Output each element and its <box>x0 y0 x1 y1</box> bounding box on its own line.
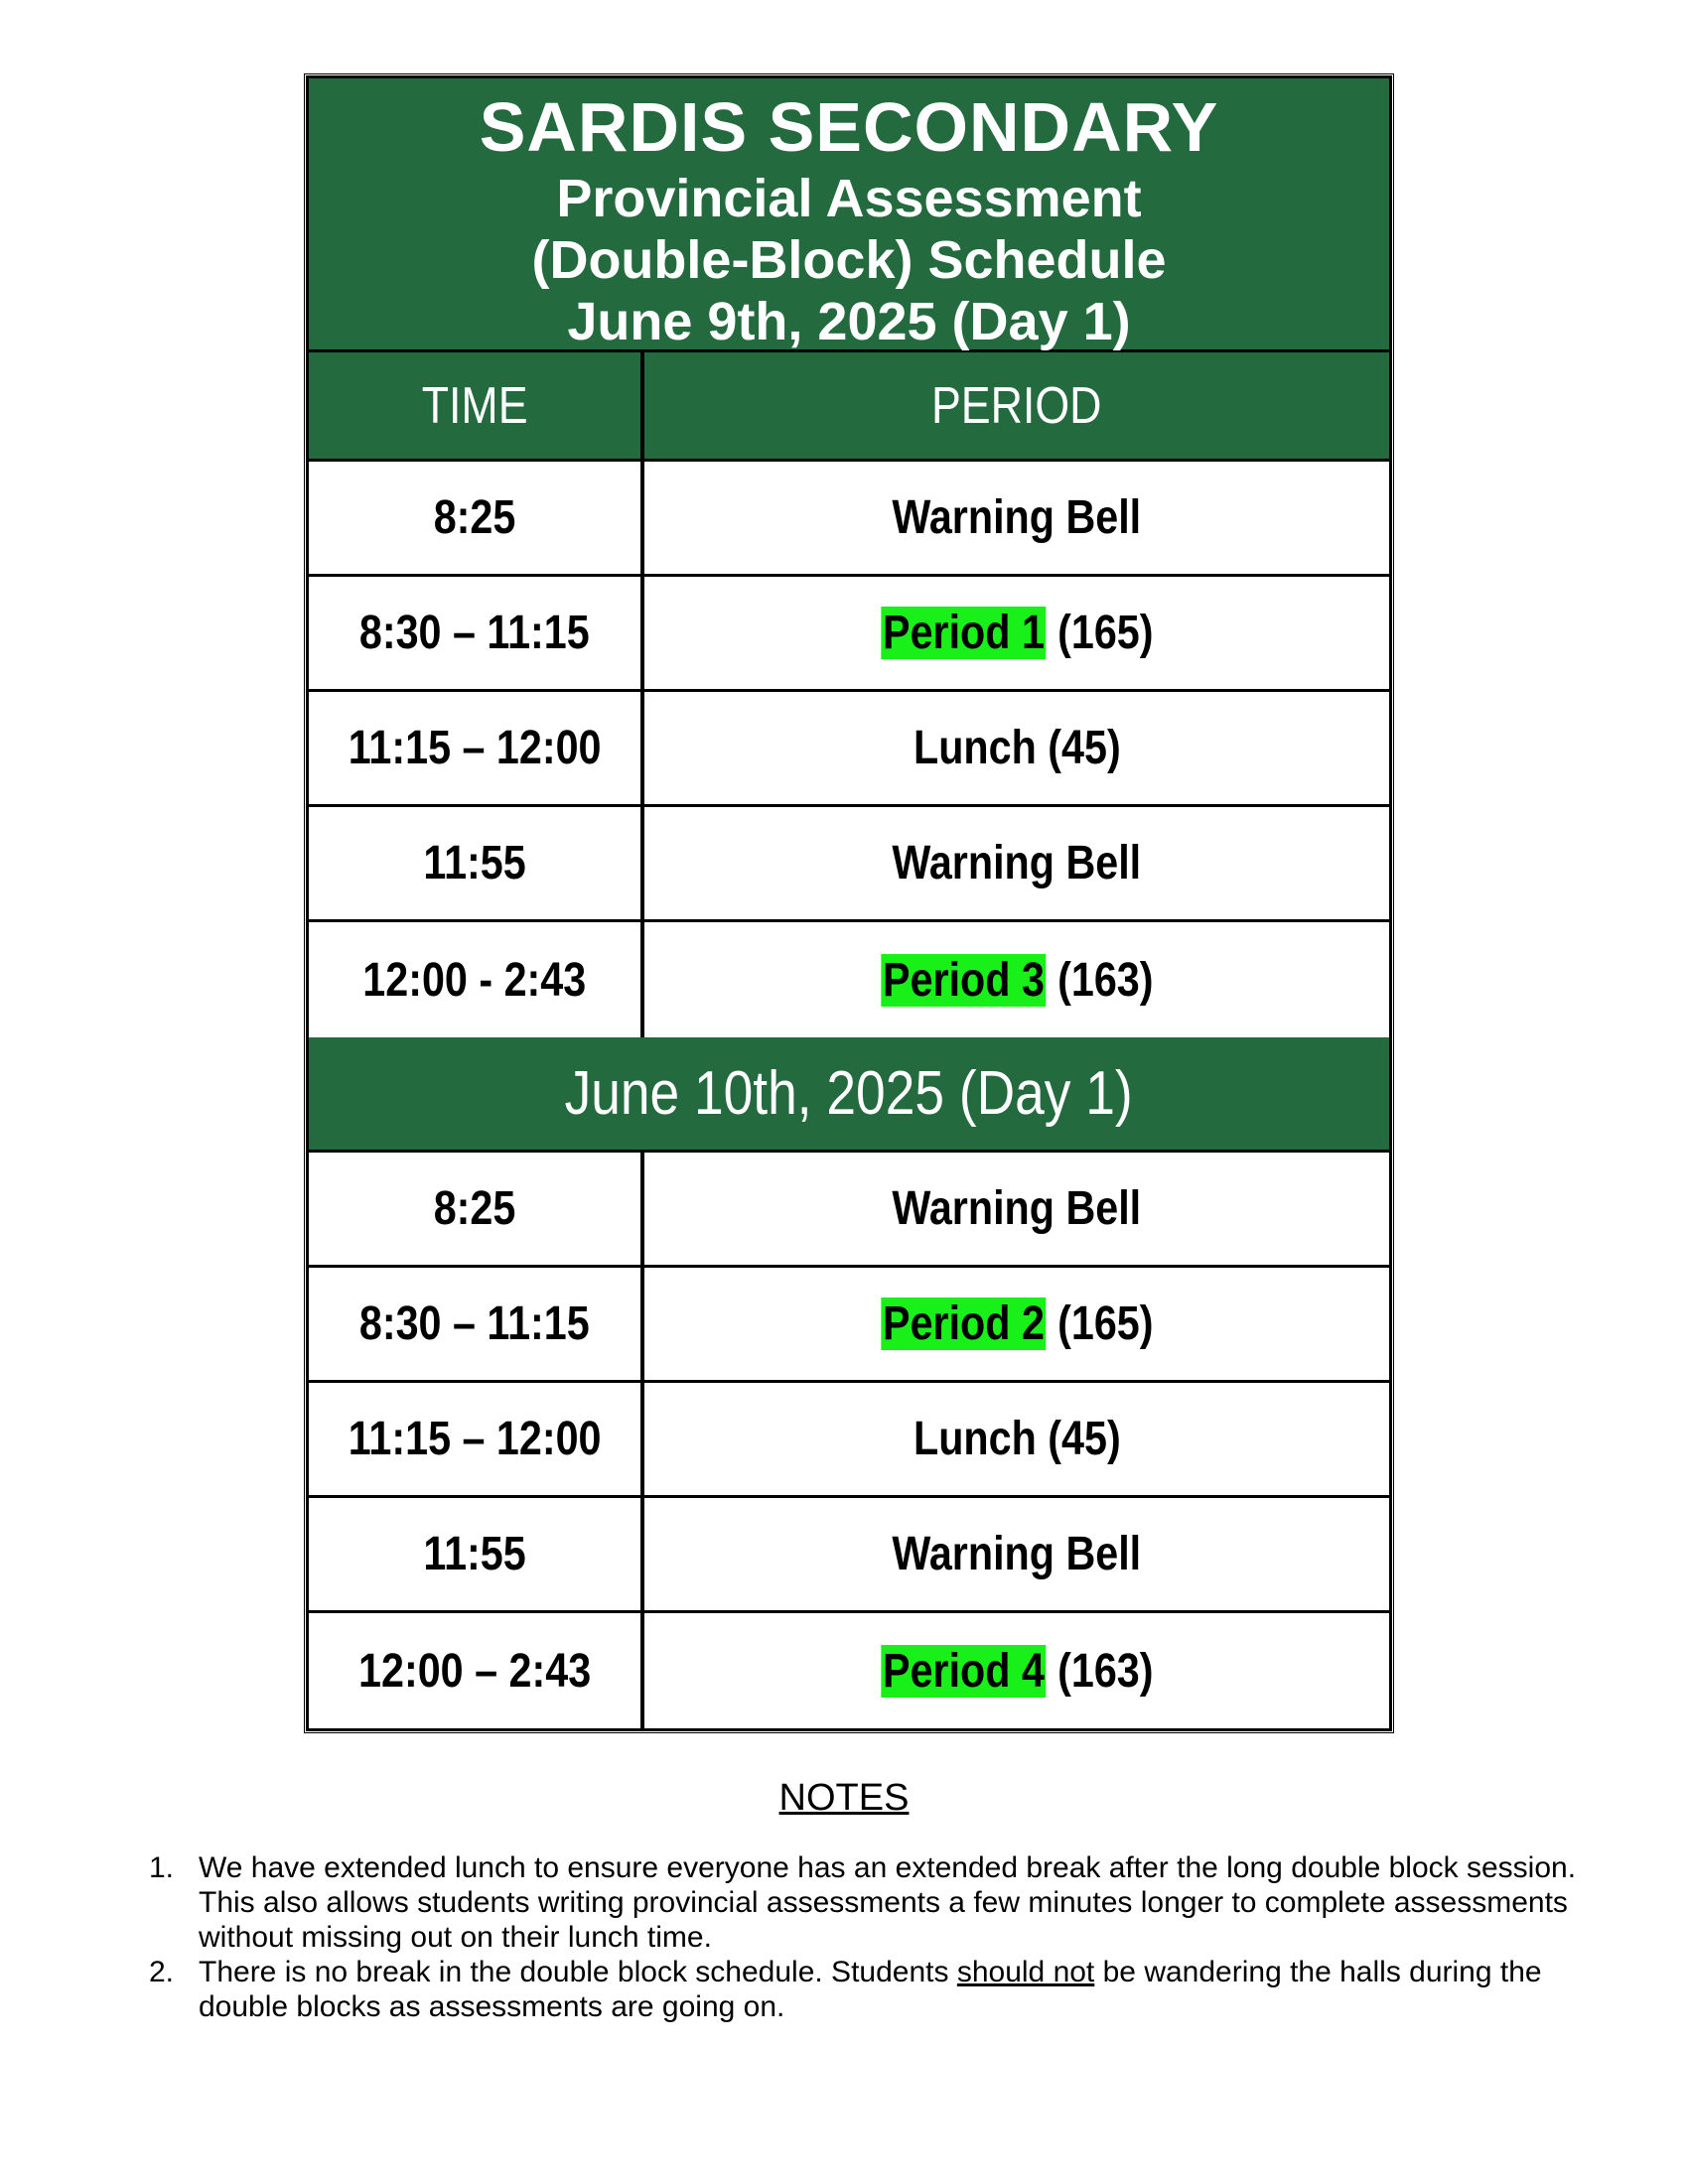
period-cell <box>644 462 1389 574</box>
note-item-2 <box>149 1955 1579 2024</box>
period-minutes: (163) <box>1046 953 1154 1007</box>
day1-row <box>309 577 1389 692</box>
day2-row <box>309 1153 1389 1268</box>
time-value: 11:15 – 12:00 <box>348 1413 602 1465</box>
time-cell <box>309 922 644 1037</box>
schedule-table <box>306 75 1392 1731</box>
school-name: SARDIS SECONDARY <box>479 88 1219 166</box>
time-cell <box>309 807 644 919</box>
note-item-1 <box>149 1850 1579 1955</box>
time-value: 11:15 – 12:00 <box>348 722 602 774</box>
period-value: Warning Bell <box>892 1528 1142 1580</box>
time-cell <box>309 1613 644 1728</box>
period-cell <box>644 1498 1389 1610</box>
note-number: 1. <box>149 1851 175 1884</box>
day1-row <box>309 922 1389 1037</box>
time-value: 11:55 <box>423 1528 526 1580</box>
period-value: Lunch (45) <box>913 722 1121 774</box>
period-value <box>881 953 1153 1008</box>
notes-heading: NOTES <box>778 1777 910 1819</box>
time-cell <box>309 1268 644 1380</box>
column-header-time-label: TIME <box>421 376 528 435</box>
period-cell <box>644 1268 1389 1380</box>
period-cell <box>644 577 1389 689</box>
time-cell <box>309 1383 644 1495</box>
time-value: 8:25 <box>433 1182 516 1235</box>
day1-rows <box>309 462 1389 1037</box>
period-value <box>881 1297 1153 1351</box>
note-text-start: There is no break in the double block schedule. Students <box>199 1956 957 1988</box>
period-minutes: (165) <box>1046 607 1154 659</box>
time-value: 12:00 - 2:43 <box>362 953 587 1007</box>
schedule-title-block <box>309 78 1389 352</box>
day1-row <box>309 462 1389 577</box>
day2-rows <box>309 1153 1389 1728</box>
period-highlight: Period 4 <box>882 1644 1045 1698</box>
period-minutes: (165) <box>1046 1297 1154 1350</box>
schedule-date-day1: June 9th, 2025 (Day 1) <box>567 292 1131 351</box>
period-value: Warning Bell <box>892 491 1142 544</box>
day2-title <box>309 1058 1389 1129</box>
period-value: Warning Bell <box>892 837 1142 889</box>
period-highlight: Period 1 <box>882 607 1045 659</box>
column-header-period <box>644 352 1389 459</box>
schedule-title-line-2: (Double-Block) Schedule <box>531 230 1167 290</box>
period-value <box>881 606 1153 660</box>
period-cell <box>644 1153 1389 1265</box>
period-cell <box>644 922 1389 1037</box>
day2-row <box>309 1498 1389 1613</box>
period-value: Warning Bell <box>892 1182 1142 1235</box>
time-value: 8:30 – 11:15 <box>359 1297 590 1350</box>
day1-row <box>309 692 1389 807</box>
period-value: Lunch (45) <box>913 1413 1121 1465</box>
day2-row <box>309 1613 1389 1728</box>
time-cell <box>309 577 644 689</box>
period-highlight: Period 3 <box>882 953 1045 1007</box>
day2-header-row <box>309 1037 1389 1153</box>
day2-title-label: June 10th, 2025 (Day 1) <box>564 1059 1134 1128</box>
note-text: We have extended lunch to ensure everyone has an extended break after the long double block session. This also allows students writing provincial assessments a few minutes longer to complete assessments without missing out on their lunch time. <box>199 1851 1577 1954</box>
time-cell <box>309 1498 644 1610</box>
period-cell <box>644 1613 1389 1728</box>
time-value: 8:25 <box>433 491 516 544</box>
period-minutes: (163) <box>1046 1644 1154 1698</box>
time-cell <box>309 462 644 574</box>
schedule-title-line-1: Provincial Assessment <box>556 169 1142 228</box>
period-cell <box>644 692 1389 804</box>
column-header-time <box>309 352 644 459</box>
period-highlight: Period 2 <box>882 1297 1045 1350</box>
time-value: 8:30 – 11:15 <box>359 607 590 659</box>
note-number: 2. <box>149 1956 175 1988</box>
notes-list <box>149 1850 1579 2024</box>
column-header-row <box>309 352 1389 462</box>
time-value: 12:00 – 2:43 <box>357 1644 592 1698</box>
day2-row <box>309 1383 1389 1498</box>
period-cell <box>644 1383 1389 1495</box>
column-header-period-label: PERIOD <box>931 376 1102 435</box>
time-value: 11:55 <box>423 837 526 889</box>
time-cell <box>309 692 644 804</box>
day2-row <box>309 1268 1389 1383</box>
note-emphasis: should not <box>956 1956 1095 1988</box>
period-cell <box>644 807 1389 919</box>
time-cell <box>309 1153 644 1265</box>
note-text-end: be wandering the halls during the double blocks as assessments are going on. <box>199 1956 1542 2023</box>
day1-row <box>309 807 1389 922</box>
period-value <box>881 1644 1153 1699</box>
